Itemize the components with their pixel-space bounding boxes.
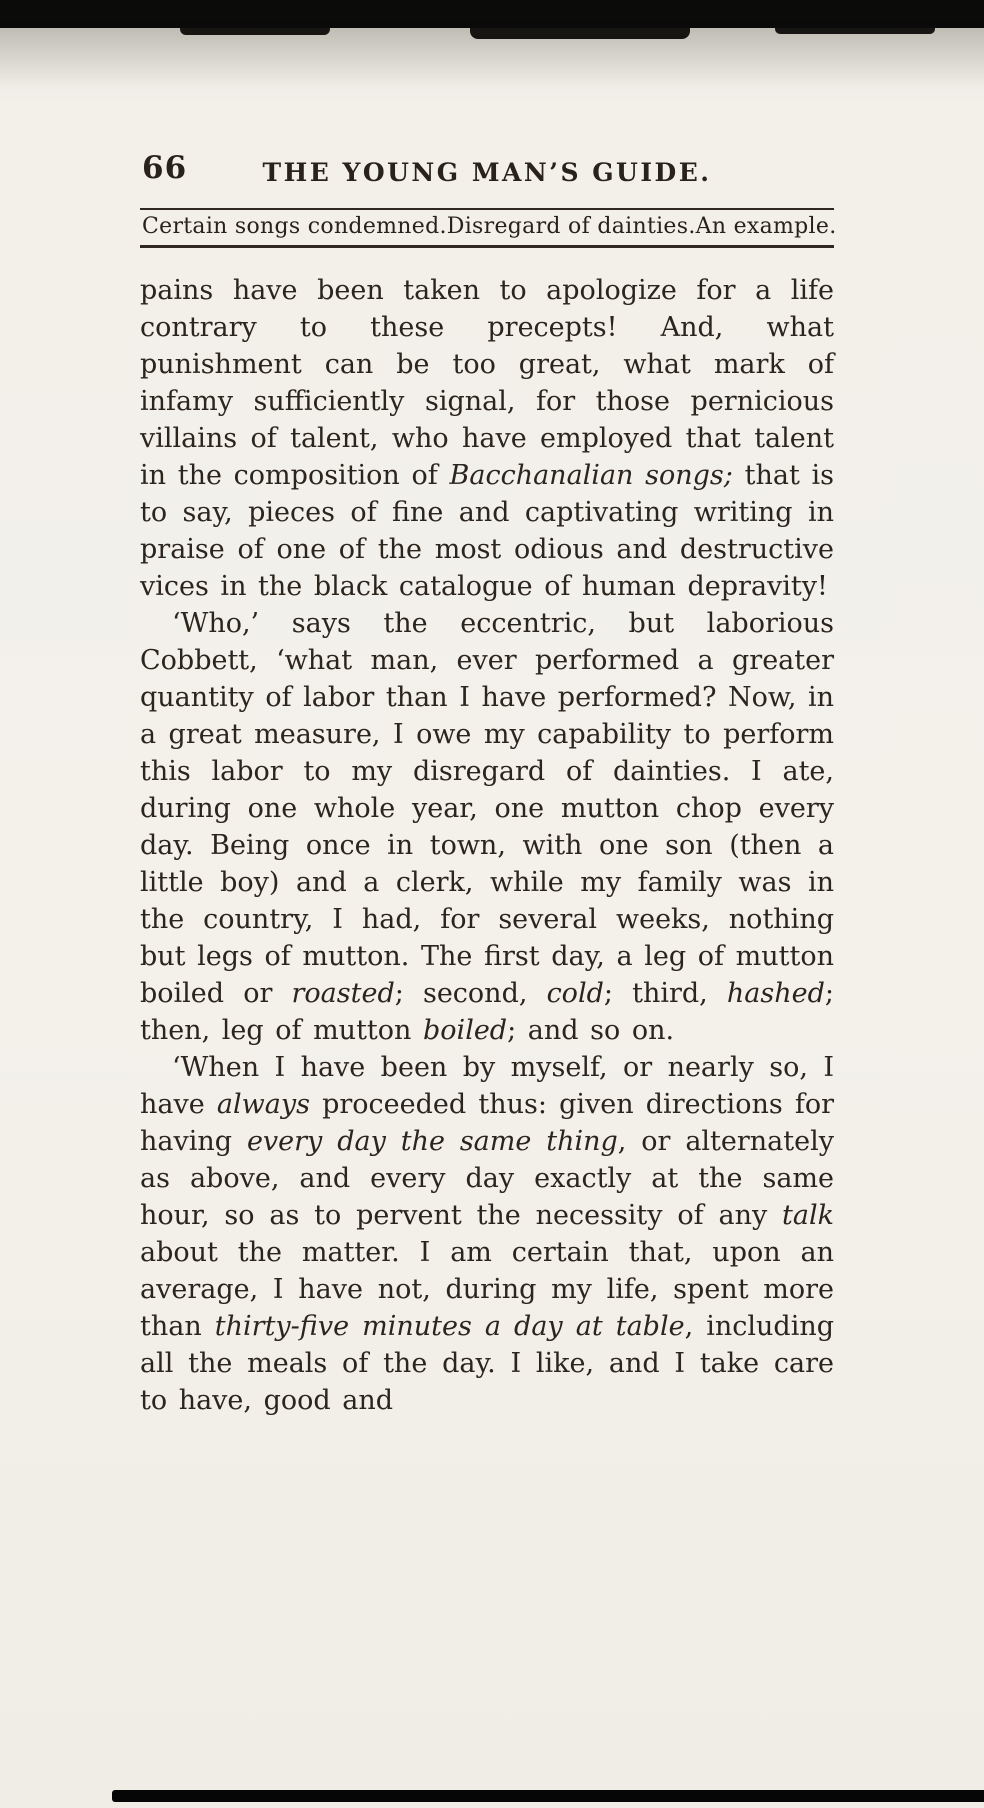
text-segment: Bacchanalian songs; [449,460,733,491]
page-text [140,272,834,1419]
paragraph [140,272,834,605]
page-number: 66 [142,150,188,186]
paragraph [140,1049,834,1419]
header-rule-bottom [140,245,834,248]
text-segment: boiled [423,1015,508,1046]
text-segment: , or alternately as above, and every day exactly at the same hour, so as to pervent the necessity of any [140,1126,834,1231]
text-segment: cold [546,978,604,1009]
text-segment: ‘Who,’ says the eccentric, but laborious Cobbett, ‘what man, ever performed a greater quantity of labor than I have performed? Now, in a great measure, I owe my capability to perform this labor to my disregard of dainties. I ate, during one whole year, one mutton chop every day. Being once in town, with one son (then a little boy) and a clerk, while my family was in the country, I had, for several weeks, nothing but legs of mutton. The first day, a leg of mutton boiled or [140,608,835,1009]
text-segment: proceeded thus: given directions for having [140,1089,835,1157]
text-segment: roasted [291,978,395,1009]
text-segment: always [216,1089,310,1120]
running-head-2: Disregard of dainties. [446,214,696,239]
text-segment: about the matter. I am certain that, upon an average, I have not, during my life, spent more than [140,1237,834,1342]
running-heads [140,210,837,245]
text-segment: that is to say, pieces of fine and captivating writing in praise of one of the most odious and destructive vices in the black catalogue of human depravity! [140,460,835,602]
scan-shadow-top [0,28,984,88]
text-segment: ; and so on. [507,1015,675,1046]
text-segment: hashed [726,978,825,1009]
text-segment: , including all the meals of the day. I like, and I take care to have, good and [140,1311,835,1416]
text-segment: ‘When I have been by myself, or nearly so, I have [140,1052,834,1120]
text-segment: pains have been taken to apologize for a life contrary to these precepts! And, what punishment can be too great, what mark of infamy sufficiently signal, for those pernicious villains of talent, who have employed that talent in the composition of [140,275,834,491]
running-head-1: Certain songs condemned. [142,214,447,239]
text-segment: ; then, leg of mutton [140,978,834,1046]
text-segment: ; third, [603,978,727,1009]
running-head-3: An example. [695,214,837,239]
page-header [140,150,834,202]
book-title: THE YOUNG MAN’S GUIDE. [262,158,712,187]
text-segment: talk [782,1200,834,1231]
page-content [140,150,837,1419]
text-segment: every day the same thing [246,1126,618,1157]
text-segment: thirty-five minutes a day at table [214,1311,685,1342]
paragraph [140,605,834,1049]
text-segment: ; second, [394,978,547,1009]
scan-artifact-bottom [112,1790,984,1802]
